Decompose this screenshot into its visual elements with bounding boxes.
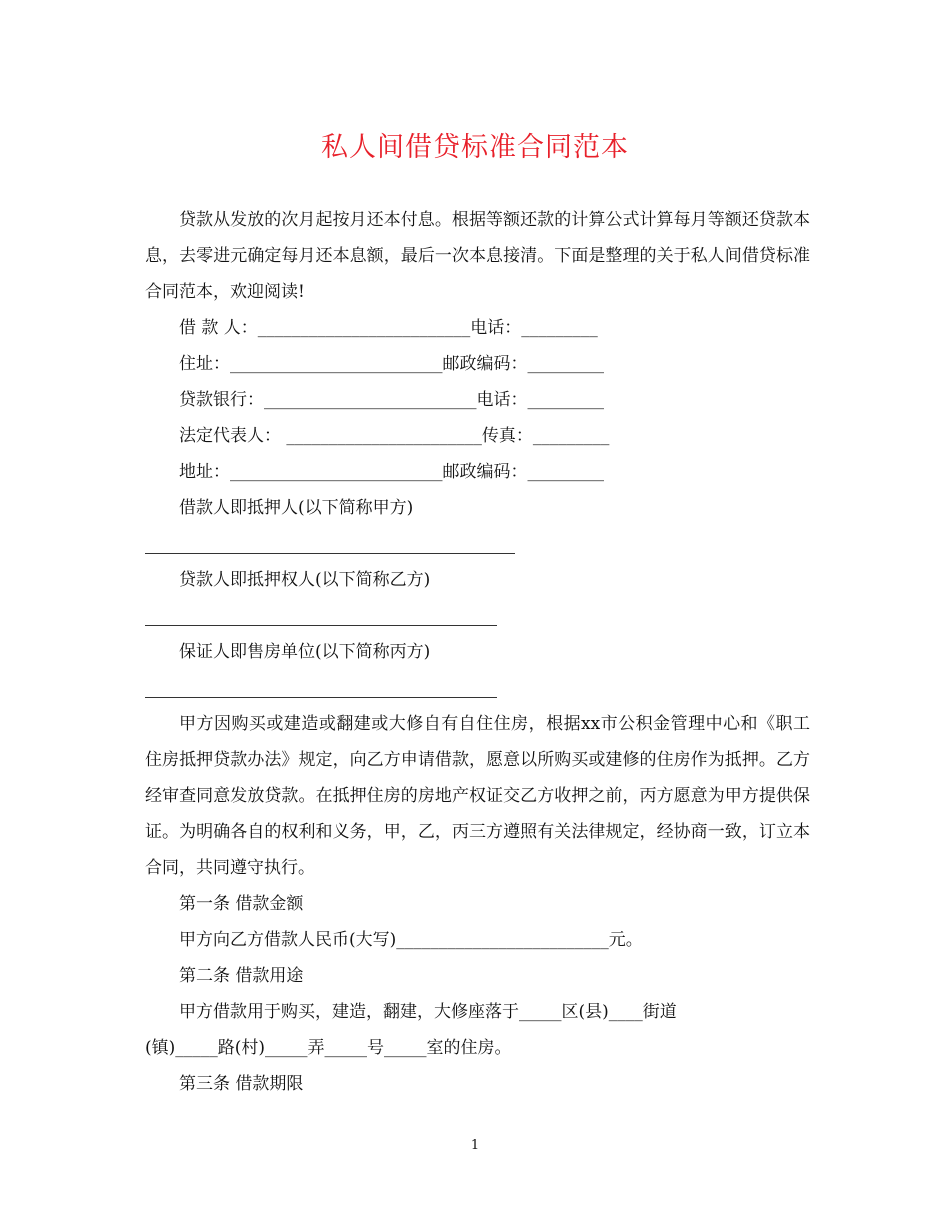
main-paragraph: 甲方因购买或建造或翻建或大修自有自住住房，根据xx市公积金管理中心和《职工住房抵押贷款办法》规定，向乙方申请借款，愿意以所购买或建修的住房作为抵押。乙方经审查同意发放贷款。在抵押住房的房地产权证交乙方收押之前，丙方愿意为甲方提供保证。为明确各自的权利和义务，甲，乙，丙三方遵照有关法律规定，经协商一致，订立本合同，共同遵守执行。 — [145, 714, 810, 878]
field-borrower: 借 款 人：_________________________电话：_________ — [179, 318, 598, 338]
page-number: 1 — [470, 1138, 480, 1153]
field-bank-address: 地址：_________________________邮政编码：_________ — [179, 462, 604, 482]
article-2-text-line-2: (镇)_____路(村)_____弄_____号_____室的住房。 — [145, 1038, 512, 1058]
party-a-label: 借款人即抵押人(以下简称甲方) — [179, 498, 414, 518]
party-a-blank-line — [145, 526, 810, 562]
article-1-heading: 第一条 借款金额 — [179, 894, 304, 914]
intro-paragraph: 贷款从发放的次月起按月还本付息。根据等额还款的计算公式计算每月等额还贷款本息，去零进元确定每月还本息额，最后一次本息接清。下面是整理的关于私人间借贷标准合同范本，欢迎阅读! — [145, 210, 810, 302]
party-c-label: 保证人即售房单位(以下简称丙方) — [179, 642, 431, 662]
article-2-heading: 第二条 借款用途 — [179, 966, 304, 986]
field-address: 住址：_________________________邮政编码：_________ — [179, 354, 604, 374]
article-2-text-line-1: 甲方借款用于购买，建造，翻建，大修座落于_____区(县)____街道 — [179, 1002, 677, 1022]
article-3-heading: 第三条 借款期限 — [179, 1074, 304, 1094]
party-b-blank-line — [145, 598, 810, 634]
party-c-blank-line — [145, 670, 810, 706]
document-title: 私人间借贷标准合同范本 — [321, 132, 629, 163]
article-1-text: 甲方向乙方借款人民币(大写)_________________________元。 — [179, 930, 643, 950]
party-b-label: 贷款人即抵押权人(以下简称乙方) — [179, 570, 431, 590]
document-body — [145, 202, 810, 1102]
field-legal-representative: 法定代表人： _______________________传真：_________ — [179, 426, 610, 446]
field-lending-bank: 贷款银行：_________________________电话：_________ — [179, 390, 604, 410]
